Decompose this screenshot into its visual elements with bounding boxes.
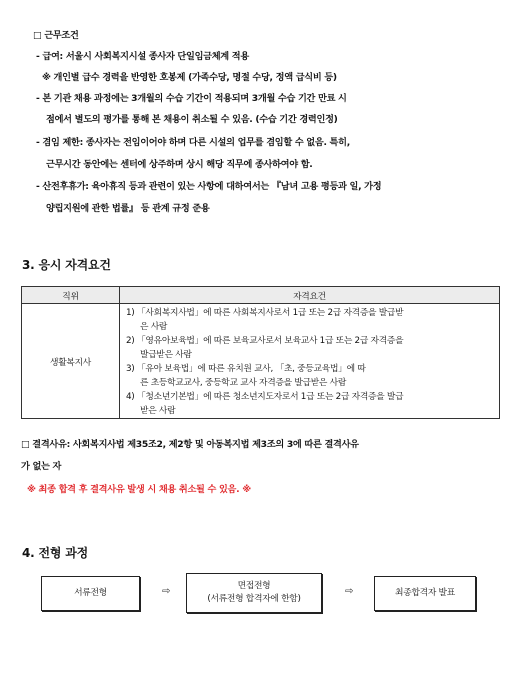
qualification-item: 3) 「유아 보육법」에 따른 유치원 교사, 「초, 중등교육법」에 따 [126,364,366,374]
qualification-item-cont: 받은 사람 [140,406,176,416]
condition-line: 양립지원에 관한 법률』 등 관계 규정 준용 [46,203,210,214]
table-row [22,304,500,419]
qualification-table [21,286,500,419]
qualification-item: 4) 「청소년기본법」에 따른 청소년지도자로서 1급 또는 2급 자격증을 발급 [126,392,404,402]
disqualification-text: □ 결격사유: 사회복지사법 제35조2, 제2항 및 아동복지법 제3조의 3에 따른 결격사유 [21,439,359,450]
qualification-cell [120,304,500,419]
condition-line: 점에서 별도의 평가를 통해 본 채용이 취소될 수 있음. (수습 기간 경력인정) [46,114,338,125]
section-title: 4. 전형 과정 [22,546,89,560]
step-interview [186,573,322,613]
header-position: 직위 [22,287,120,304]
condition-line: 근무시간 동안에는 센터에 상주하며 상시 해당 직무에 종사하여야 함. [46,159,313,170]
arrow-icon: ⇨ [162,586,171,597]
qualification-item-cont: 발급받은 사람 [140,350,192,360]
condition-line: - 겸임 제한: 종사자는 전임이어야 하며 다른 시설의 업무를 겸임할 수 없음. 특히, [36,137,350,148]
arrow-icon: ⇨ [345,586,354,597]
qualification-item: 1) 「사회복지사법」에 따른 사회복지사로서 1급 또는 2급 자격증을 발급받 [126,308,404,318]
role-cell: 생활복지사 [22,304,120,419]
step-final-announcement [374,576,476,611]
condition-line: - 본 기관 채용 과정에는 3개월의 수습 기간이 적용되며 3개월 수습 기간 만료 시 [36,93,347,104]
step-label: 최종합격자 발표 [395,588,455,598]
qualification-item-cont: 른 초등학교교사, 중등학교 교사 자격증을 발급받은 사람 [140,378,347,388]
table-header-row [22,287,500,304]
condition-line: - 산전후휴가: 육아휴직 등과 관련이 있는 사항에 대하여서는 『남녀 고용 평등과 일, 가정 [36,181,382,192]
header-qualification: 자격요건 [120,287,500,304]
qualification-item-cont: 은 사람 [140,322,168,332]
step-label: 서류전형 [74,588,107,598]
condition-line: ※ 개인별 급수 경력을 반영한 호봉제 (가족수당, 명절 수당, 정액 급식비 등) [42,72,337,83]
condition-line: - 급여: 서울시 사회복지시설 종사자 단일임금체계 적용 [36,51,249,62]
cancellation-warning: ※ 최종 합격 후 결격사유 발생 시 채용 취소될 수 있음. ※ [27,484,251,495]
section-title: 3. 응시 자격요건 [22,258,111,272]
step-document-screening [41,576,140,611]
disqualification-text-cont: 가 없는 자 [21,461,62,472]
step-label: 면접전형 [237,581,271,591]
qualification-item: 2) 「영유아보육법」에 따른 보육교사로서 보육교사 1급 또는 2급 자격증을 [126,336,404,346]
conditions-heading: □ 근무조건 [33,30,79,41]
step-sublabel: (서류전형 합격자에 한함) [207,594,301,604]
